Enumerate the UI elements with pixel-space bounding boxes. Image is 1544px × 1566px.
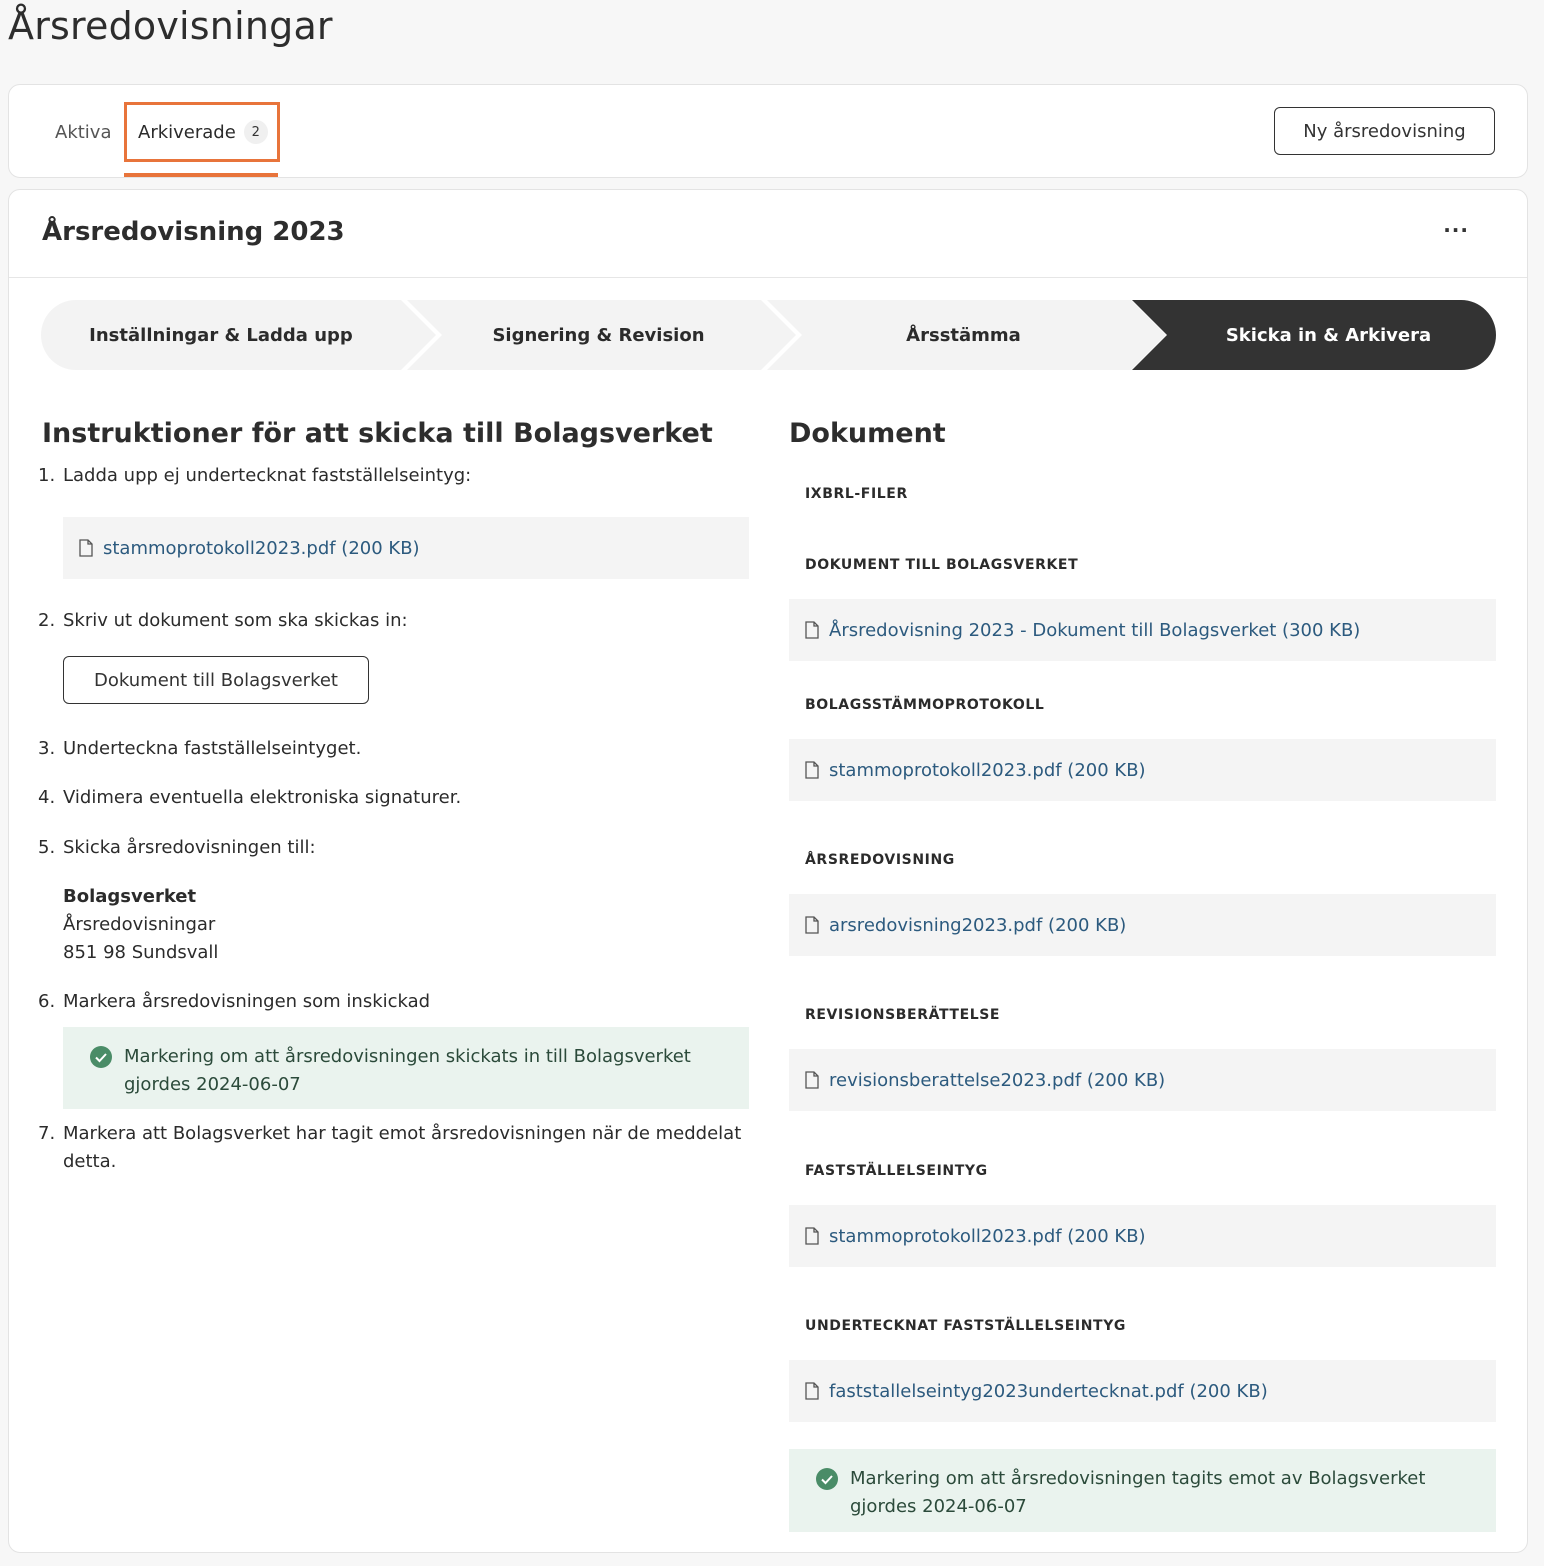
card-header [9, 190, 1527, 278]
step-arsstamma[interactable]: Årsstämma [906, 324, 1021, 346]
address-line-2: 851 98 Sundsvall [63, 942, 219, 963]
progress-stepper [41, 300, 1496, 370]
active-tab-underline [124, 173, 278, 177]
card-title: Årsredovisning 2023 [42, 217, 345, 247]
sent-notice-text: Markering om att årsredovisningen skickats in till Bolagsverket gjordes 2024-06-07 [124, 1046, 691, 1095]
file-link-undertecknat[interactable]: faststallelseintyg2023undertecknat.pdf (200 KB) [829, 1380, 1268, 1402]
file-box-arsredovisning [789, 894, 1496, 956]
instructions-title: Instruktioner för att skicka till Bolagsverket [42, 418, 713, 449]
file-link-till-bolagsverket[interactable]: Årsredovisning 2023 - Dokument till Bolagsverket (300 KB) [829, 619, 1361, 641]
step-text: Skicka årsredovisningen till: [63, 837, 316, 858]
step-text: Underteckna fastställelseintyget. [63, 738, 362, 759]
step-text: Ladda upp ej undertecknat fastställelseintyg: [63, 465, 472, 486]
file-icon [805, 761, 819, 779]
upload-file-box [63, 517, 749, 579]
file-icon [805, 1227, 819, 1245]
upload-file-link[interactable]: stammoprotokoll2023.pdf (200 KB) [103, 537, 420, 559]
file-box-stamma [789, 739, 1496, 801]
received-notice-text: Markering om att årsredovisningen tagits emot av Bolagsverket gjordes 2024-06-07 [850, 1468, 1426, 1517]
file-box-revision [789, 1049, 1496, 1111]
file-icon [805, 916, 819, 934]
received-notice-box [789, 1449, 1496, 1532]
more-options-icon[interactable]: ··· [1443, 218, 1469, 242]
undertecknat-label: UNDERTECKNAT FASTSTÄLLELSEINTYG [805, 1318, 1127, 1334]
step-number: 3. [38, 738, 56, 759]
documents-title: Dokument [789, 418, 946, 449]
step-number: 1. [38, 465, 56, 486]
count-badge: 2 [244, 120, 268, 144]
file-box-faststallelse [789, 1205, 1496, 1267]
documents-section [789, 418, 1496, 1517]
file-icon [805, 1071, 819, 1089]
step-skicka-in[interactable]: Skicka in & Arkivera [1225, 324, 1432, 346]
step-text: Markera att Bolagsverket har tagit emot årsredovisningen när de meddelat detta. [63, 1123, 742, 1172]
tab-arkiverade-label: Arkiverade [138, 121, 236, 143]
step-number: 5. [38, 837, 56, 858]
step-number: 4. [38, 787, 56, 808]
file-link-revision[interactable]: revisionsberattelse2023.pdf (200 KB) [829, 1069, 1166, 1091]
file-icon [805, 1382, 819, 1400]
annual-report-card [8, 189, 1528, 1553]
instructions-section [38, 418, 752, 1172]
step-number: 7. [38, 1123, 56, 1144]
tabs-bar [8, 84, 1528, 178]
file-box-undertecknat [789, 1360, 1496, 1422]
mailing-address [63, 883, 218, 967]
page-title: Årsredovisningar [8, 4, 333, 48]
tab-aktiva-label: Aktiva [55, 121, 112, 143]
step-number: 6. [38, 991, 56, 1012]
arsredovisning-label: ÅRSREDOVISNING [805, 852, 955, 868]
file-link-arsredovisning[interactable]: arsredovisning2023.pdf (200 KB) [829, 914, 1127, 936]
file-icon [79, 539, 93, 557]
revision-label: REVISIONSBERÄTTELSE [805, 1007, 1001, 1023]
new-annual-report-button[interactable]: Ny årsredovisning [1274, 107, 1495, 155]
file-icon [805, 621, 819, 639]
file-link-faststallelse[interactable]: stammoprotokoll2023.pdf (200 KB) [829, 1225, 1146, 1247]
step-text: Markera årsredovisningen som inskickad [63, 991, 431, 1012]
stamma-label: BOLAGSSTÄMMOPROTOKOLL [805, 697, 1045, 713]
print-documents-button[interactable]: Dokument till Bolagsverket [63, 656, 369, 704]
file-box-till-bolagsverket [789, 599, 1496, 661]
sent-notice-box [63, 1027, 749, 1109]
check-circle-icon [816, 1468, 838, 1490]
tab-aktiva[interactable] [55, 85, 111, 179]
till-bolagsverket-label: DOKUMENT TILL BOLAGSVERKET [805, 557, 1079, 573]
address-line-1: Årsredovisningar [63, 914, 216, 935]
step-text: Skriv ut dokument som ska skickas in: [63, 610, 408, 631]
check-circle-icon [90, 1046, 112, 1068]
step-installningar[interactable]: Inställningar & Ladda upp [89, 324, 353, 346]
faststallelse-label: FASTSTÄLLELSEINTYG [805, 1163, 988, 1179]
tab-arkiverade[interactable] [125, 85, 279, 179]
step-text: Vidimera eventuella elektroniska signaturer. [63, 787, 462, 808]
address-name: Bolagsverket [63, 886, 197, 907]
step-signering[interactable]: Signering & Revision [492, 324, 705, 346]
ixbrl-label: IXBRL-FILER [805, 486, 908, 502]
step-number: 2. [38, 610, 56, 631]
file-link-stamma[interactable]: stammoprotokoll2023.pdf (200 KB) [829, 759, 1146, 781]
